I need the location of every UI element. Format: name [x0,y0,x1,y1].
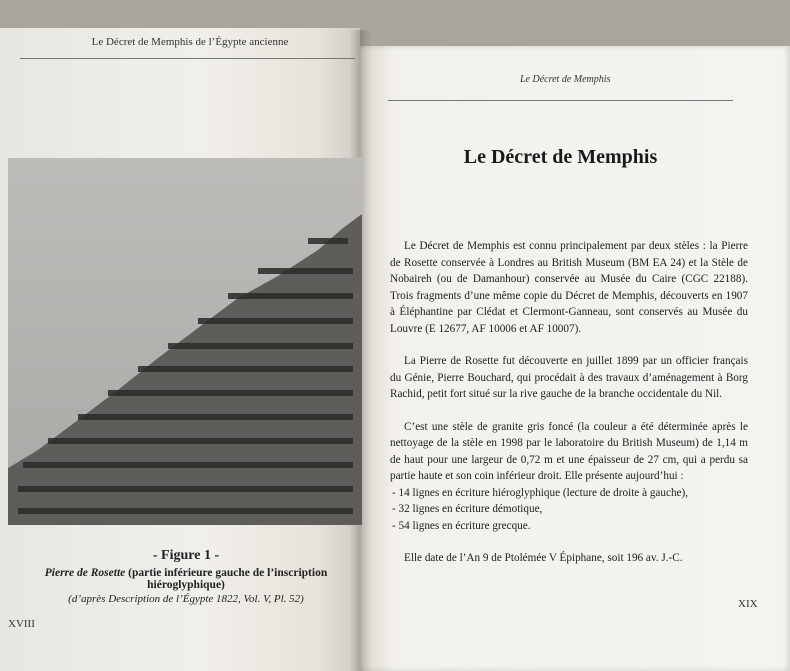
rosetta-stone-figure [8,158,362,525]
paragraph-3: C’est une stèle de granite gris foncé (la couleur a été déterminée après le nettoyage de la stèle en 1998 par le laboratoire du British Museum) de 1,14 m de haut pour une largeur de 0,72 m et une épaisseur de 27 cm, qui a perdu sa partie haute et son coin inférieur droit. Elle présente aujourd’hui : [390,420,748,482]
figure-title-italic: Pierre de Rosette [44,567,126,579]
chapter-title: Le Décret de Memphis [463,146,658,168]
figure-title [6,567,366,591]
figure-number: - Figure 1 - [152,548,220,563]
left-header-rule [20,58,355,59]
line-count-list [392,485,748,535]
figure-caption [6,548,366,605]
paragraph-2: La Pierre de Rosette fut découverte en juillet 1899 par un officier français du Génie, Pierre Bouchard, qui procédait à des travaux d’aménagement à Borg Rachid, petit fort situé sur la rive gauche de la branche occidentale du Nil. [390,355,748,400]
right-header-rule [388,100,733,101]
list-item: - 54 lignes en écriture grecque. [392,519,531,532]
list-item: - 32 lignes en écriture démotique, [392,503,543,515]
left-page-number: XVIII [8,618,35,630]
figure-title-rest: (partie inférieure gauche de l’inscription hiéroglyphique) [125,567,328,591]
right-page-number: XIX [738,598,758,610]
list-item: - 14 lignes en écriture hiéroglyphique (lecture de droite à gauche), [392,486,689,499]
right-running-head: Le Décret de Memphis [520,74,611,85]
paragraph-4: Elle date de l’An 9 de Ptolémée V Épiphane, soit 196 av. J.-C. [404,552,683,564]
figure-credit: (d’après Description de l’Égypte 1822, Vol. V, Pl. 52) [68,593,304,605]
paragraph-1: Le Décret de Memphis est connu principalement par deux stèles : la Pierre de Rosette conservée à Londres au British Museum (BM EA 24) et la Stèle de Nobaireh (ou de Damanhour) conservée au Musée du Caire (CGC 22188). Trois fragments d’une même copie du Décret de Memphis, découverts en 1907 à Éléphantine par Clédat et Clermont-Ganneau, sont conservés au Musée du Louvre (E 12677, AF 10006 et AF 10007). [390,240,748,335]
left-running-head: Le Décret de Memphis de l’Égypte ancienne [91,36,289,48]
body-text [390,238,748,567]
